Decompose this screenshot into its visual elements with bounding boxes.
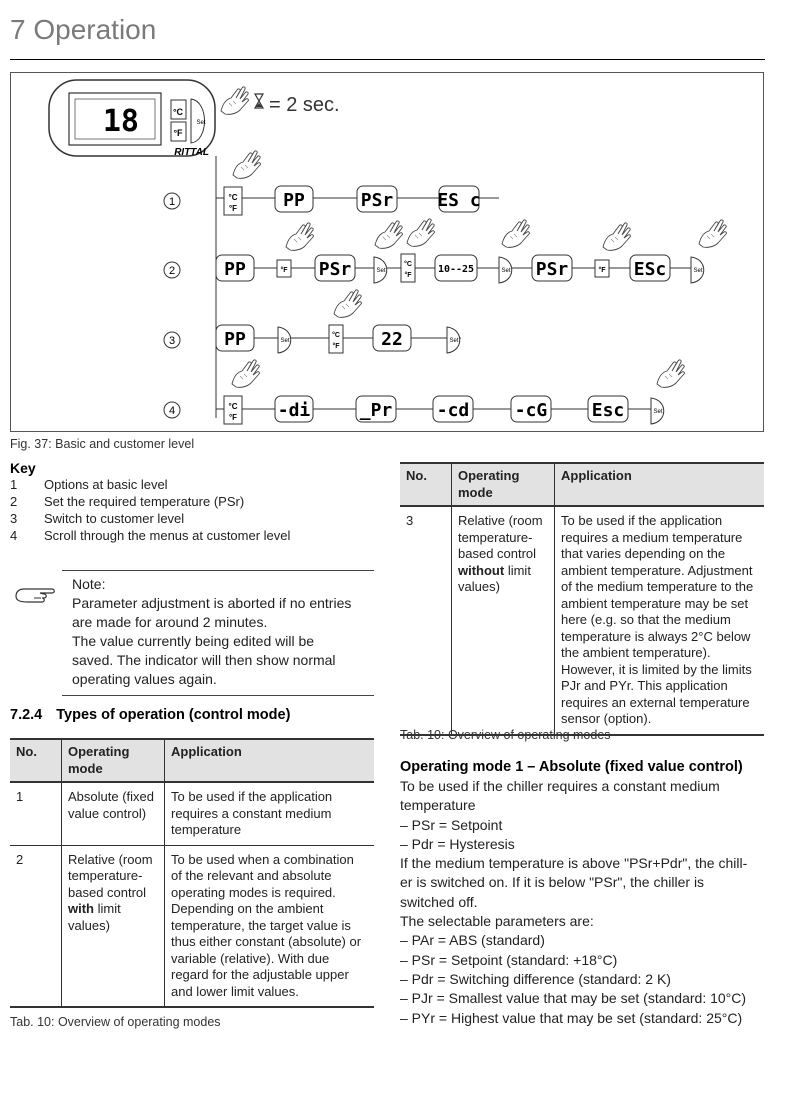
note-line: saved. The indicator will then show normal (72, 652, 336, 668)
timer-label: = 2 sec. (269, 94, 340, 116)
unit-f-label: °F (173, 128, 183, 138)
brand-logo: RITTAL (174, 147, 209, 158)
lcd-box: Esc (591, 400, 625, 421)
hourglass-icon (255, 94, 263, 108)
unit-c-label: °C (172, 107, 184, 117)
table-row: 2 Relative (room temperature-based control with limit values) To be used when a combination of the relevant and absolute operating modes is required. Depending on the ambient temperature, the target value is thus either constant (absolute) or variable (relative). With due regard for the adjustable upper and lower limit values. (10, 845, 374, 1007)
hand-icon (233, 151, 260, 178)
list-item: 1 Options at basic level (10, 477, 168, 492)
hand-icon (334, 290, 361, 317)
note-line: The value currently being edited will be (72, 633, 315, 649)
set-button-label: Set (653, 409, 663, 415)
set-button-label: Set (501, 268, 511, 274)
hand-icon (603, 223, 630, 250)
hand-icon (375, 221, 402, 248)
figure-basic-customer-level (10, 72, 764, 432)
hand-icon (286, 223, 313, 250)
display-value: 18 (102, 104, 139, 139)
set-button-label: Set (280, 338, 290, 344)
unit-f-button-label: °F (228, 204, 238, 213)
lcd-box: 10--25 (437, 264, 475, 275)
lcd-box: ES c (437, 190, 481, 211)
lcd-box: 22 (381, 329, 403, 350)
unit-f-button-label: °F (332, 343, 340, 350)
device-set-label: Set (196, 120, 206, 126)
column-header: Application (165, 739, 375, 782)
column-header: Application (555, 463, 765, 506)
unit-f-button-label: °F (404, 272, 412, 279)
note-rule-top (62, 570, 374, 571)
unit-c-button-label: °C (228, 193, 238, 202)
column-header: Operating mode (452, 463, 555, 506)
operation-diagram (11, 73, 765, 433)
lcd-box: -di (277, 400, 311, 421)
figure-caption: Fig. 37: Basic and customer level (10, 437, 195, 451)
unit-c-button-label: °C (404, 261, 412, 268)
pointing-hand-icon (14, 584, 60, 611)
list-item: 4 Scroll through the menus at customer level (10, 528, 291, 543)
column-header: Operating mode (62, 739, 165, 782)
table-header-row (400, 463, 764, 506)
lcd-box: PP (224, 259, 246, 280)
mode1-section (400, 758, 775, 1028)
step-numbers (164, 193, 180, 418)
note-title: Note: (72, 576, 106, 592)
note-block (72, 575, 372, 689)
hand-icon (699, 220, 726, 247)
note-line: operating values again. (72, 671, 217, 687)
hand-icon (657, 360, 684, 387)
mode1-heading: Operating mode 1 – Absolute (fixed value control) (400, 759, 743, 775)
section-heading: 7.2.4 Types of operation (control mode) (10, 707, 291, 723)
hand-icon (221, 87, 248, 114)
flow-row-4 (216, 360, 684, 424)
set-button-label: Set (376, 268, 386, 274)
lcd-box: PP (283, 190, 305, 211)
flow-row-3 (216, 290, 461, 353)
lcd-box: -cG (514, 400, 548, 421)
list-item: 3 Switch to customer level (10, 511, 185, 526)
lcd-box: -cd (436, 400, 470, 421)
lcd-box: PSr (535, 259, 569, 280)
page-title: 7 Operation (10, 14, 157, 45)
operating-modes-table-left (10, 738, 374, 1008)
note-rule-bottom (62, 695, 374, 696)
lcd-box: ESc (633, 259, 667, 280)
controller-device (49, 80, 248, 158)
table-header-row (10, 739, 374, 782)
column-header: No. (10, 739, 62, 782)
key-title: Key (10, 460, 36, 476)
table-caption: Tab. 10: Overview of operating modes (400, 728, 611, 742)
lcd-box: PSr (318, 259, 352, 280)
table-caption: Tab. 10: Overview of operating modes (10, 1015, 221, 1029)
column-header: No. (400, 463, 452, 506)
table-row: 1 Absolute (fixed value control) To be used if the application requires a constant medium temperature (10, 782, 374, 845)
set-button-label: Set (449, 338, 459, 344)
list-item: 2 Set the required temperature (PSr) (10, 494, 245, 509)
set-button-label: Set (693, 268, 703, 274)
step-number: 3 (168, 335, 176, 347)
title-divider (10, 59, 765, 60)
step-number: 4 (168, 405, 176, 417)
table-row: 3 Relative (room temperature-based control without limit values) To be used if the application requires a medium temperature that varies depending on the ambient temperature. Adjustment of the medium temperature to the ambient temperature may be set here (e.g. so that the medium temperature is always 2°C below the ambient temperature). However, it is limited by the limits PJr and PYr. This application requires an external temperature sensor (option). (400, 506, 764, 735)
step-number: 1 (168, 196, 176, 208)
lcd-box: _Pr (359, 400, 393, 421)
hand-icon (502, 220, 529, 247)
step-number: 2 (168, 265, 176, 277)
unit-c-button-label: °C (332, 332, 340, 339)
hand-icon (407, 219, 434, 246)
mode1-body: To be used if the chiller requires a constant medium temperature – PSr = Setpoint – Pdr = Hysteresis If the medium temperature is above "PSr+Pdr", the chill- er is switched on. If it is below "PSr", the chiller is switched off. The selectable parameters are: – PAr = ABS (standard) – PSr = Setpoint (standard: +18°C) – Pdr = Switching difference (standard: 2 K) – PJr = Smallest value that may be set (standard: 10°C) – PYr = Highest value that may be set (standard: 25°C) (400, 778, 748, 1026)
lcd-box: PP (224, 329, 246, 350)
hand-icon (232, 360, 259, 387)
unit-f-button-label: °F (280, 267, 288, 274)
flow-row-2 (216, 219, 726, 283)
key-list (10, 477, 370, 545)
note-line: Parameter adjustment is aborted if no entries (72, 595, 352, 611)
unit-f-button-label: °F (228, 413, 238, 422)
lcd-box: PSr (360, 190, 394, 211)
unit-f-button-label: °F (598, 267, 606, 274)
unit-c-button-label: °C (228, 402, 238, 411)
note-line: are made for around 2 minutes. (72, 614, 268, 630)
operating-modes-table-right (400, 462, 764, 736)
flow-row-1 (216, 151, 499, 215)
